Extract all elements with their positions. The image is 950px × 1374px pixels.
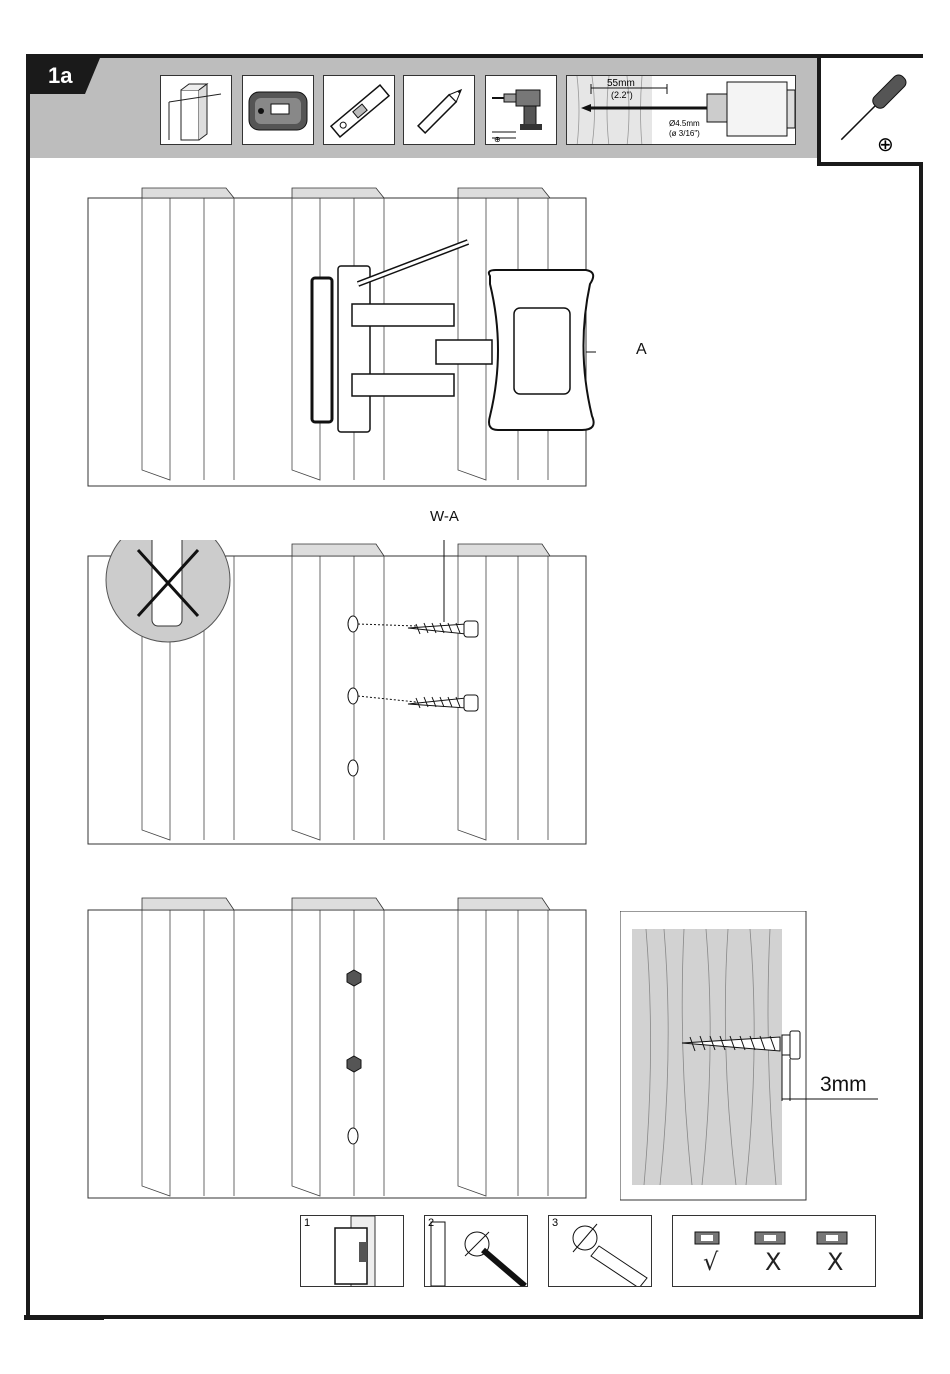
svg-text:⊕: ⊕ — [877, 134, 894, 156]
drill-bit-icon — [566, 75, 796, 145]
svg-text:⊕: ⊕ — [494, 135, 501, 144]
check-step-3: 3 — [548, 1215, 652, 1287]
tighten-check-panel — [672, 1215, 876, 1287]
bracket-label: A — [636, 341, 647, 358]
pilot-holes-drawing — [86, 540, 596, 850]
svg-text:55mm: 55mm — [607, 78, 635, 89]
screw-label: W-A — [430, 508, 459, 525]
stud-icon — [160, 75, 232, 145]
screws-installed-drawing — [86, 896, 596, 1206]
check-step-2: 2 — [424, 1215, 528, 1287]
wall-bracket-drawing — [86, 180, 596, 490]
gap-label: 3mm — [820, 1073, 867, 1096]
screwdriver-icon — [817, 58, 923, 166]
corner-mark — [24, 1315, 104, 1320]
pencil-icon — [403, 75, 475, 145]
check-step-1: 1 — [300, 1215, 404, 1287]
drill-icon — [485, 75, 557, 145]
svg-text:(ø 3/16"): (ø 3/16") — [669, 129, 700, 138]
wrong-mark-1: X — [765, 1248, 782, 1276]
ok-mark: √ — [703, 1248, 719, 1276]
screw-depth-detail — [620, 911, 880, 1201]
step-number: 1a — [48, 63, 73, 88]
stud-finder-icon — [242, 75, 314, 145]
level-icon — [323, 75, 395, 145]
wrong-mark-2: X — [827, 1248, 844, 1276]
svg-text:(2.2"): (2.2") — [611, 90, 633, 100]
svg-text:Ø4.5mm: Ø4.5mm — [669, 119, 700, 128]
